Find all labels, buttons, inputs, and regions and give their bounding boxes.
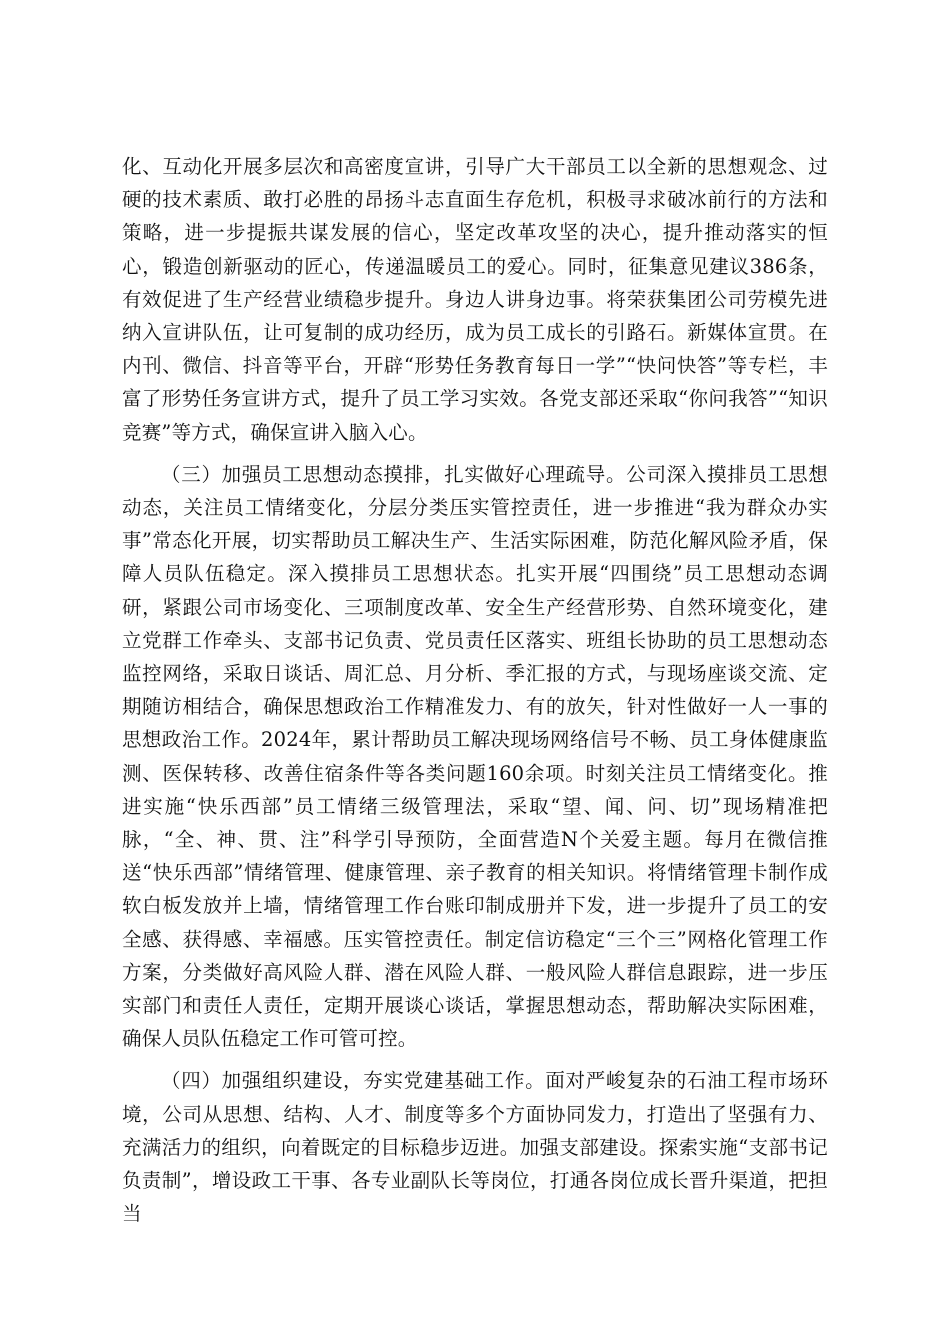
paragraph-section-4: （四）加强组织建设，夯实党建基础工作。面对严峻复杂的石油工程市场环境，公司从思想、结构、人才、制度等多个方面协同发力，打造出了坚强有力、充满活力的组织，向着既定的目标稳步迈进。加强支部建设。探索实施“支部书记负责制”，增设政工干事、各专业副队长等岗位，打通各岗位成长晋升渠道，把担当 [122, 1069, 828, 1226]
paragraph-section-3: （三）加强员工思想动态摸排，扎实做好心理疏导。公司深入摸排员工思想动态，关注员工情绪变化，分层分类压实管控责任，进一步推进“我为群众办实事”常态化开展，切实帮助员工解决生产、生活实际困难，防范化解风险矛盾，保障人员队伍稳定。深入摸排员工思想状态。扎实开展“四围绕”员工思想动态调研，紧跟公司市场变化、三项制度改革、安全生产经营形势、自然环境变化，建立党群工作牵头、支部书记负责、党员责任区落实、班组长协助的员工思想动态监控网络，采取日谈话、周汇总、月分析、季汇报的方式，与现场座谈交流、定期随访相结合，确保思想政治工作精准发力、有的放矢，针对性做好一人一事的思想政治工作。2024年，累计帮助员工解决现场网络信号不畅、员工身体健康监测、医保转移、改善住宿条件等各类问题160余项。时刻关注员工情绪变化。推进实施“快乐西部”员工情绪三级管理法，采取“望、闻、问、切”现场精准把脉，“全、神、贯、注”科学引导预防，全面营造N个关爱主题。每月在微信推送“快乐西部”情绪管理、健康管理、亲子教育的相关知识。将情绪管理卡制作成软白板发放并上墙，情绪管理工作台账印制成册并下发，进一步提升了员工的安全感、获得感、幸福感。压实管控责任。制定信访稳定“三个三”网格化管理工作方案，分类做好高风险人群、潜在风险人群、一般风险人群信息跟踪，进一步压实部门和责任人责任，定期开展谈心谈话，掌握思想动态，帮助解决实际困难，确保人员队伍稳定工作可管可控。 [122, 462, 828, 1051]
document-body [122, 150, 828, 1240]
paragraph-continued: 化、互动化开展多层次和高密度宣讲，引导广大干部员工以全新的思想观念、过硬的技术素质、敢打必胜的昂扬斗志直面生存危机，积极寻求破冰前行的方法和策略，进一步提振共谋发展的信心，坚定改革攻坚的决心，提升推动落实的恒心，锻造创新驱动的匠心，传递温暖员工的爱心。同时，征集意见建议386条，有效促进了生产经营业绩稳步提升。身边人讲身边事。将荣获集团公司劳模先进纳入宣讲队伍，让可复制的成功经历，成为员工成长的引路石。新媒体宣贯。在内刊、微信、抖音等平台，开辟“形势任务教育每日一学”“快问快答”等专栏，丰富了形势任务宣讲方式，提升了员工学习实效。各党支部还采取“你问我答”“知识竞赛”等方式，确保宣讲入脑入心。 [122, 155, 828, 444]
